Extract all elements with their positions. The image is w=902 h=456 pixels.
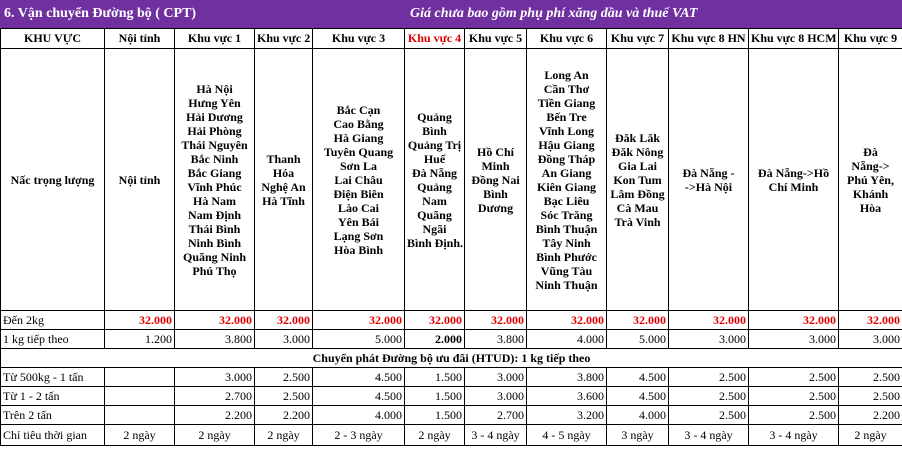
province-name: Trà Vinh [614,214,661,229]
province-name: Đà Nẵng->Hồ [757,165,830,180]
row-label: Từ 1 - 2 tấn [1,387,105,406]
price-cell: 3.800 [175,330,255,349]
province-name: Nam [422,193,447,208]
htud-section-title: Chuyển phát Đường bộ ưu đãi (HTUD): 1 kg tiếp theo [1,349,902,368]
price-cell: 1.500 [405,368,465,387]
region-kv8hn [669,49,749,311]
province-name: Phú Thọ [192,263,237,278]
header-cell: Khu vực 3 [313,29,405,49]
table-row [1,368,902,387]
province-name: Cần Thơ [543,81,590,96]
delivery-time-cell: 3 - 4 ngày [669,425,749,446]
price-cell: 2.200 [255,406,313,425]
price-cell: 4.500 [607,368,669,387]
province-name: Bình Phước [536,249,597,264]
price-cell: 5.000 [607,330,669,349]
region-kv7 [607,49,669,311]
price-cell: 2.500 [839,368,902,387]
price-cell: 3.200 [527,406,607,425]
price-cell: 2.500 [749,368,839,387]
price-cell: 1.200 [105,330,175,349]
delivery-time-cell: 3 - 4 ngày [749,425,839,446]
province-name: Quảng [417,179,452,194]
province-name: An Giang [541,165,592,180]
province-name: Vĩnh Long [538,123,595,138]
price-cell: 32.000 [465,311,527,330]
price-cell: 32.000 [669,311,749,330]
price-cell: 2.200 [175,406,255,425]
row-label: 1 kg tiếp theo [1,330,105,349]
table-row [1,425,902,446]
header-cell: Khu vực 7 [607,29,669,49]
province-name: Đăk Lăk [614,130,661,145]
province-name: Ninh Bình [187,235,242,250]
province-name: Bình [422,123,447,138]
province-name: Quảng [417,109,452,124]
table-row [1,330,902,349]
price-cell: 4.500 [607,387,669,406]
province-name: Ngãi [422,221,447,236]
price-cell: 3.000 [669,330,749,349]
header-cell: Khu vực 9 [839,29,902,49]
price-cell: 2.500 [669,368,749,387]
province-name: Tiền Giang [537,95,596,110]
province-name: Quãng [417,207,452,222]
province-name: Bình Định. [407,235,464,250]
province-name: Thái Bình [188,221,241,236]
htud-section-row [1,349,902,368]
province-name: Hóa [272,165,295,180]
header-cell: Khu vực 8 HCM [749,29,839,49]
province-name: Vũng Tàu [540,263,593,278]
price-cell: 1.500 [405,387,465,406]
price-cell: 3.800 [527,368,607,387]
delivery-time-cell: 2 ngày [105,425,175,446]
price-cell: 3.000 [839,330,902,349]
province-name: Nam Định [187,207,241,222]
price-cell: 32.000 [749,311,839,330]
province-name: Bến Tre [546,109,587,124]
province-name: Bạc Liêu [543,193,590,208]
province-name: Thanh [266,151,301,166]
header-cell: Nội tỉnh [105,29,175,49]
price-cell: 32.000 [527,311,607,330]
province-name: Lào Cai [337,200,379,215]
province-name: Hà Tĩnh [262,193,305,208]
header-cell: KHU VỰC [1,29,105,49]
province-name: Đồng Tháp [537,151,596,166]
province-name: Hải Dương [186,109,243,124]
price-cell [105,387,175,406]
province-name: Quãng Ninh [182,249,247,264]
region-noi-tinh: Nội tỉnh [105,49,175,311]
price-cell: 4.000 [527,330,607,349]
region-kv3 [313,49,405,311]
header-cell: Khu vực 8 HN [669,29,749,49]
province-name: Tuyên Quang [323,144,394,159]
price-cell: 32.000 [405,311,465,330]
province-name: Minh [481,158,510,173]
region-kv9 [839,49,902,311]
header-cell: Khu vực 5 [465,29,527,49]
province-name: Nghệ An [261,179,306,194]
province-name: Kiên Giang [536,179,596,194]
price-cell: 1.500 [405,406,465,425]
province-name: Lạng Sơn [333,228,384,243]
price-cell: 3.000 [465,387,527,406]
table-row [1,387,902,406]
province-name: Bình [483,186,508,201]
province-name: Cao Bằng [333,116,384,131]
province-name: Hải Phòng [187,123,242,138]
weight-tier-label: Nấc trọng lượng [1,49,105,311]
section-title: 6. Vận chuyển Đường bộ ( CPT) [4,6,197,21]
province-name: Ninh Thuận [535,277,598,292]
province-name: Bắc Giang [187,165,242,180]
province-name: Hà Giang [333,130,384,145]
province-name: Quảng Trị [407,137,462,152]
province-name: ->Hà Nội [684,179,733,194]
price-cell: 2.500 [749,387,839,406]
region-kv1 [175,49,255,311]
province-name: Bắc Ninh [190,151,239,166]
price-cell: 2.500 [749,406,839,425]
region-kv5 [465,49,527,311]
row-label: Từ 500kg - 1 tấn [1,368,105,387]
province-name: Lai Châu [334,172,383,187]
price-cell: 2.700 [175,387,255,406]
price-cell: 2.700 [465,406,527,425]
row-label: Trên 2 tấn [1,406,105,425]
delivery-time-cell: 3 ngày [607,425,669,446]
province-name: Dương [477,200,514,215]
price-cell: 3.000 [749,330,839,349]
price-note: Giá chưa bao gồm phụ phí xăng dầu và thuế VAT [410,6,698,21]
delivery-time-cell: 4 - 5 ngày [527,425,607,446]
province-name: Huế [423,151,446,166]
province-name: Đà [863,144,878,159]
region-kv6 [527,49,607,311]
delivery-time-cell: 2 ngày [255,425,313,446]
province-name: Kon Tum [613,172,662,187]
province-name: Bình Thuận [535,221,598,236]
price-cell: 2.500 [839,387,902,406]
province-name: Sóc Trăng [540,207,593,222]
header-cell: Khu vực 1 [175,29,255,49]
header-cell: Khu vực 6 [527,29,607,49]
province-name: Điện Biên [333,186,384,201]
price-cell: 2.000 [405,330,465,349]
price-cell: 4.500 [313,387,405,406]
province-name: Hà Nam [193,193,236,208]
price-cell: 2.500 [255,368,313,387]
price-cell: 4.000 [313,406,405,425]
province-name: Hồ Chí [476,144,514,159]
price-cell: 2.500 [669,406,749,425]
price-cell: 32.000 [255,311,313,330]
province-name: Đăk Nông [611,144,664,159]
price-cell [105,368,175,387]
province-name: Hà Nội [196,81,233,96]
row-label: Chỉ tiêu thời gian [1,425,105,446]
province-name: Khánh [852,186,889,201]
province-name: Gia Lai [617,158,657,173]
price-cell: 2.200 [839,406,902,425]
price-cell: 3.000 [465,368,527,387]
province-name: Đà Nẵng - [682,165,735,180]
province-name: Chí Minh [768,179,819,194]
price-cell [105,406,175,425]
province-name: Hòa [859,200,882,215]
province-name: Bắc Cạn [336,102,381,117]
delivery-time-cell: 2 ngày [405,425,465,446]
price-cell: 32.000 [839,311,902,330]
table-row [1,406,902,425]
province-name: Phú Yên, [847,172,894,187]
province-name: Đà Nẵng [411,165,457,180]
province-name: Sơn La [340,158,377,173]
province-name: Đồng Nai [471,172,520,187]
province-name: Hòa Bình [333,242,384,257]
price-cell: 4.500 [313,368,405,387]
region-kv2 [255,49,313,311]
province-name: Long An [544,67,589,82]
row-label: Đến 2kg [1,311,105,330]
province-name: Cà Mau [616,200,659,215]
price-cell: 2.500 [669,387,749,406]
province-name: Thái Nguyên [181,137,248,152]
province-name: Hưng Yên [188,95,241,110]
province-name: Hậu Giang [538,137,595,152]
price-cell: 5.000 [313,330,405,349]
province-name: Vĩnh Phúc [187,179,242,194]
shipping-rate-table [0,28,902,446]
price-cell: 32.000 [313,311,405,330]
price-cell: 4.000 [607,406,669,425]
price-cell: 32.000 [607,311,669,330]
price-cell: 3.600 [527,387,607,406]
region-row [1,49,902,311]
price-cell: 32.000 [175,311,255,330]
delivery-time-cell: 3 - 4 ngày [465,425,527,446]
price-cell: 3.000 [255,330,313,349]
region-kv4 [405,49,465,311]
region-kv8hcm [749,49,839,311]
price-cell: 3.000 [175,368,255,387]
table-row [1,311,902,330]
price-cell: 32.000 [105,311,175,330]
header-cell: Khu vực 2 [255,29,313,49]
province-name: Nẵng-> [851,158,890,173]
province-name: Lâm Đồng [610,186,665,201]
province-name: Yên Bái [337,214,379,229]
header-cell: Khu vực 4 [405,29,465,49]
section-title-bar [0,0,902,28]
delivery-time-cell: 2 ngày [839,425,902,446]
header-row [1,29,902,49]
province-name: Tây Ninh [542,235,591,250]
delivery-time-cell: 2 ngày [175,425,255,446]
delivery-time-cell: 2 - 3 ngày [313,425,405,446]
price-cell: 2.500 [255,387,313,406]
price-cell: 3.800 [465,330,527,349]
